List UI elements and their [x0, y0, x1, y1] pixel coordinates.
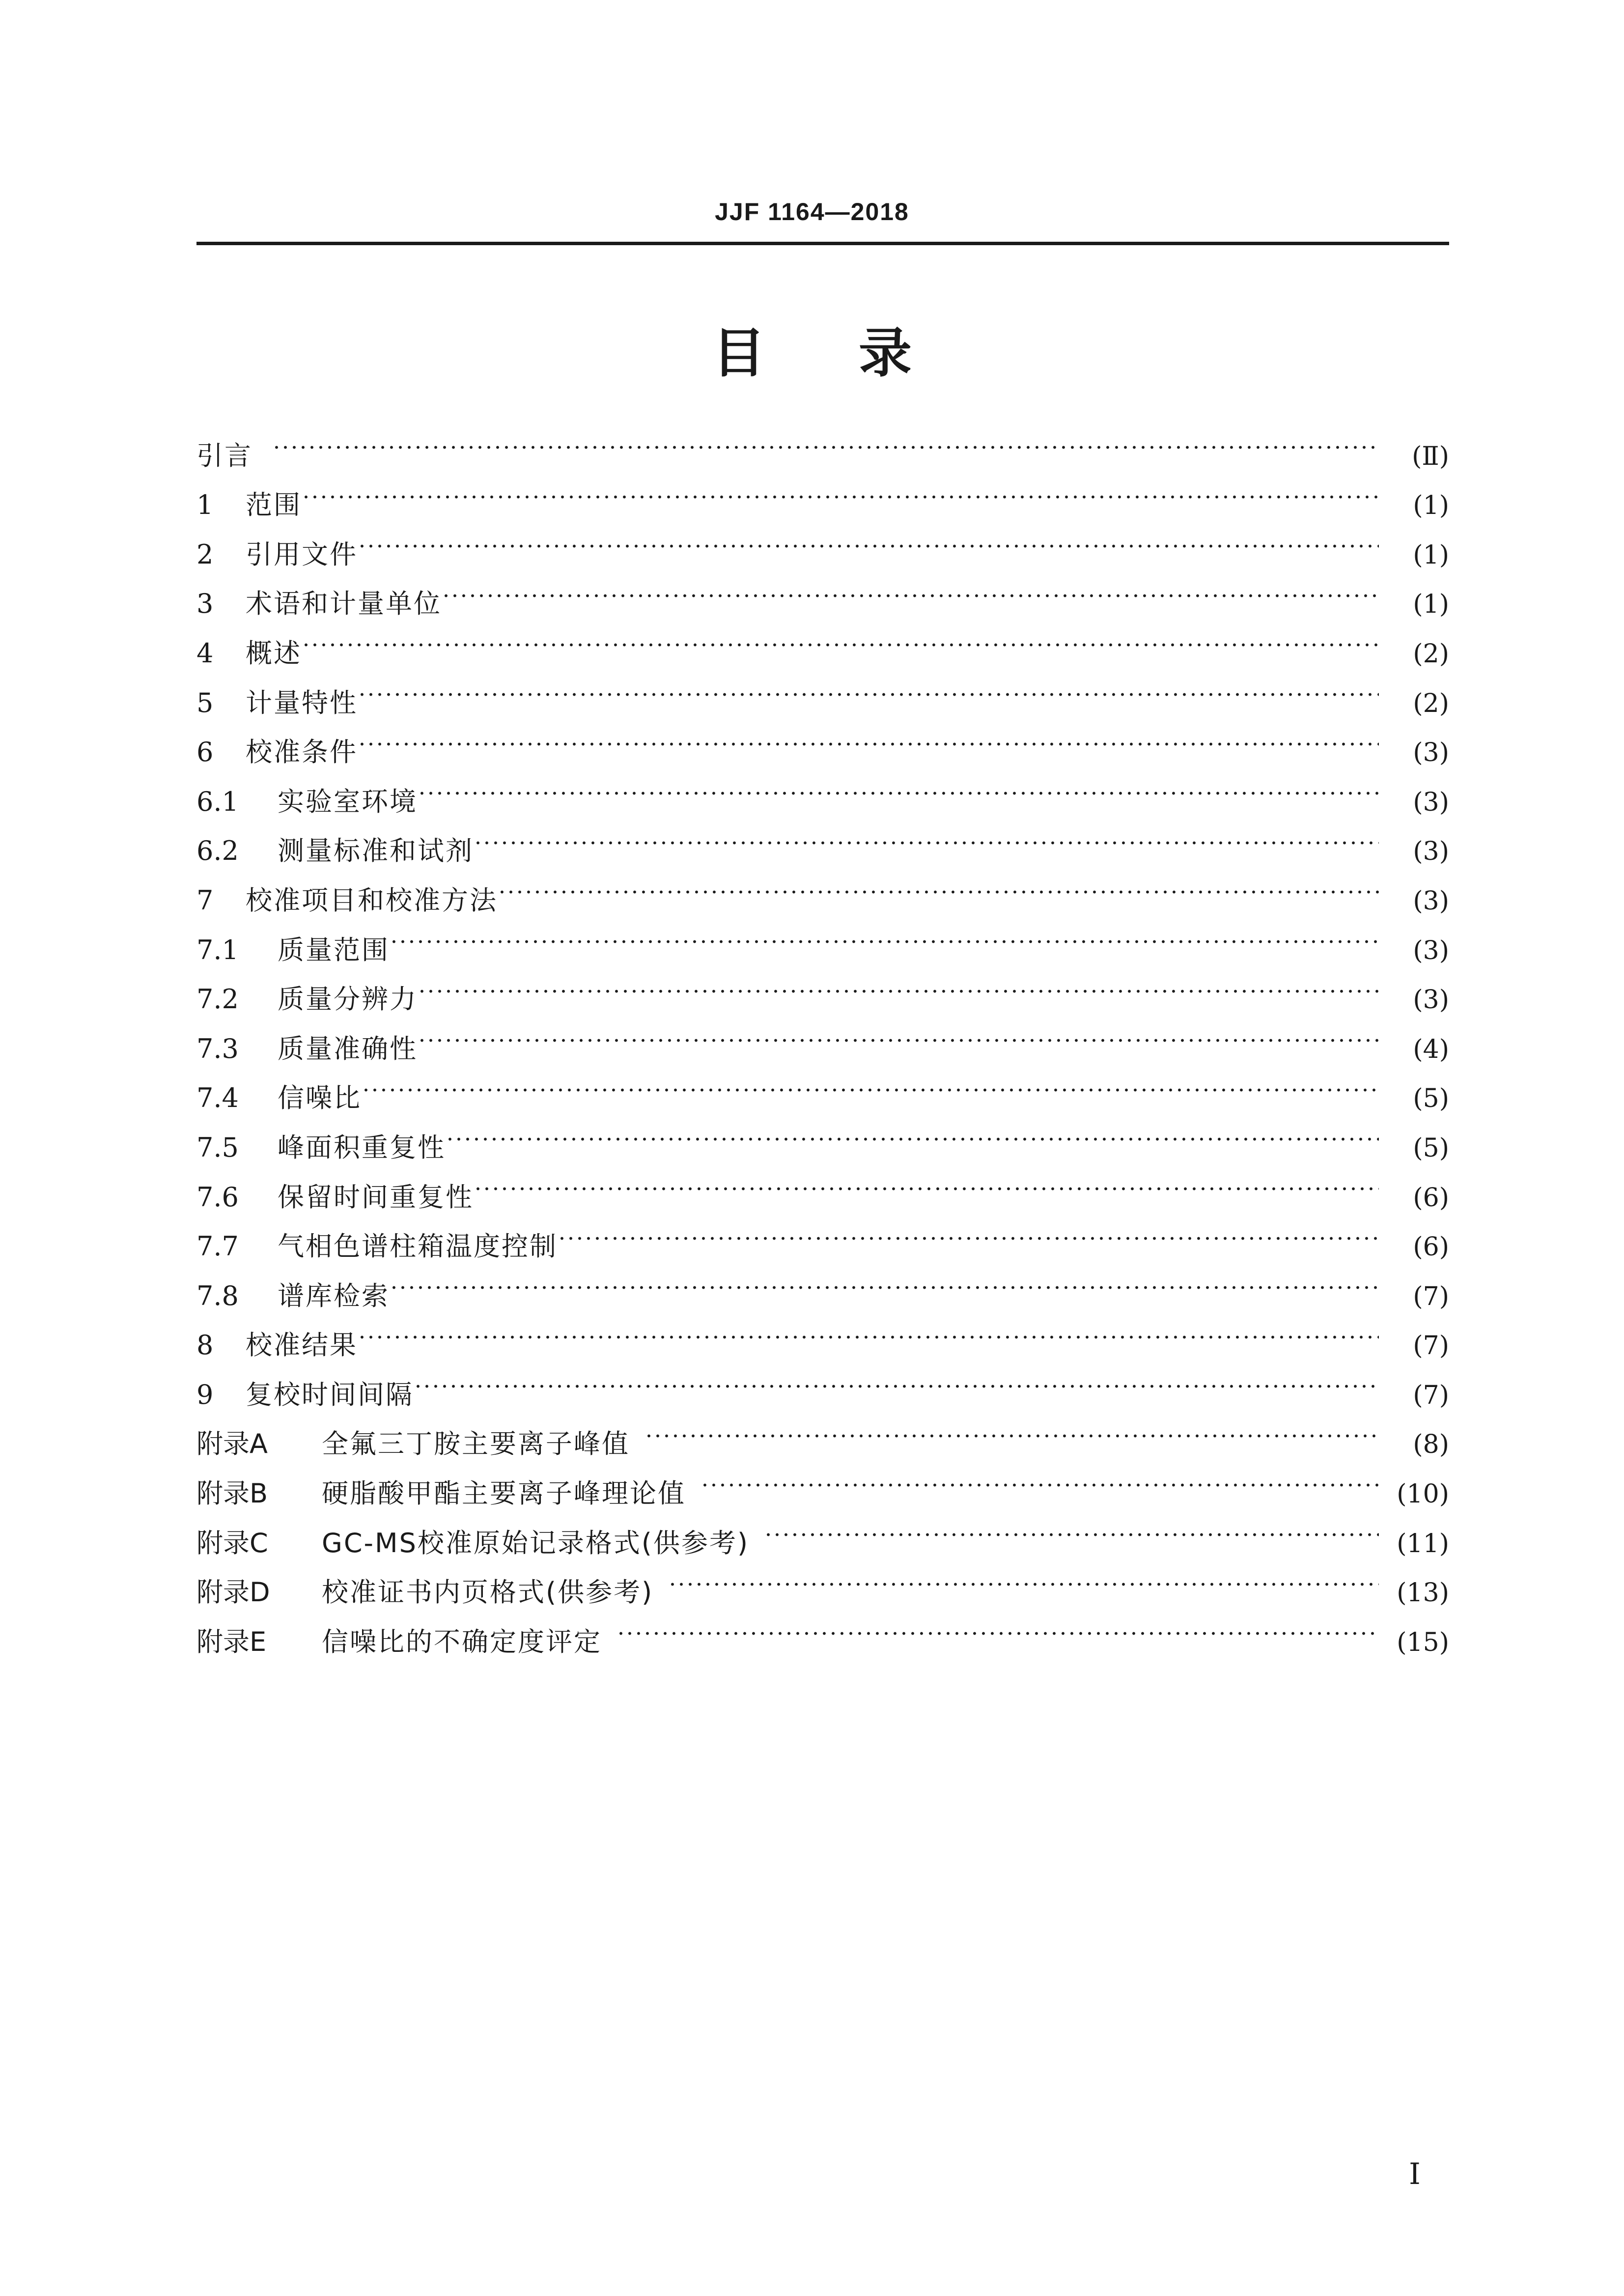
- toc-entry-page: (3): [1413, 738, 1449, 768]
- toc-entry-label: 质量准确性: [278, 1033, 418, 1064]
- dot-leader: [474, 811, 1383, 860]
- toc-entry-number: 7.1: [196, 934, 239, 965]
- toc-entry-page: (7): [1413, 1281, 1449, 1311]
- toc-entry-number: 附录D: [196, 1577, 270, 1608]
- dot-leader: [686, 1453, 1383, 1502]
- dot-leader: [749, 1502, 1383, 1552]
- toc-entry-number: 附录B: [196, 1478, 268, 1509]
- toc-entry-label: 硬脂酸甲酯主要离子峰理论值: [322, 1478, 686, 1509]
- dot-leader: [442, 564, 1383, 613]
- toc-entry-label: 术语和计量单位: [246, 588, 442, 620]
- toc-entry-label: 实验室环境: [278, 786, 418, 817]
- toc-entry-9[interactable]: [196, 1354, 1449, 1410]
- toc-entry-label: 校准项目和校准方法: [246, 884, 498, 916]
- toc-entry-page: (2): [1413, 688, 1449, 718]
- toc-entry-page: (13): [1397, 1578, 1449, 1608]
- dot-leader: [358, 1305, 1383, 1355]
- dot-leader: [498, 860, 1383, 909]
- toc-entry-label: 质量范围: [278, 934, 390, 965]
- toc-entry-8[interactable]: [196, 1305, 1449, 1361]
- toc-entry-7-4[interactable]: [196, 1058, 1449, 1114]
- dot-leader: [446, 1107, 1383, 1157]
- toc-entry-page: (3): [1413, 935, 1449, 965]
- toc-entry-label: 校准证书内页格式(供参考): [322, 1577, 654, 1608]
- toc-entry-number: 6.1: [196, 786, 239, 817]
- toc-entry-number: 4: [196, 637, 214, 669]
- toc-entry-number: 7.4: [196, 1082, 239, 1114]
- toc-entry-number: 7.3: [196, 1033, 239, 1064]
- toc-entry-page: (5): [1413, 1084, 1449, 1114]
- toc-entry-number: 5: [196, 687, 214, 718]
- dot-leader: [414, 1354, 1383, 1404]
- toc-entry-label: 峰面积重复性: [278, 1132, 446, 1163]
- toc-entry-page: (3): [1413, 837, 1449, 867]
- toc-entry-label: 校准结果: [246, 1330, 358, 1361]
- toc-entry-page: (6): [1413, 1232, 1449, 1262]
- toc-entry-number: 7: [196, 884, 214, 916]
- dot-leader: [302, 465, 1383, 514]
- toc-entry-6[interactable]: [196, 712, 1449, 768]
- dot-leader: [418, 1008, 1383, 1058]
- toc-entry-page: (6): [1413, 1183, 1449, 1213]
- toc-entry-page: (1): [1413, 590, 1449, 620]
- standard-code-header: JJF 1164—2018: [715, 198, 909, 226]
- toc-entry-label: 质量分辨力: [278, 984, 418, 1015]
- dot-leader: [362, 1058, 1383, 1107]
- dot-leader: [390, 1255, 1383, 1305]
- toc-entry-label: 概述: [246, 637, 302, 669]
- toc-entry-label: 气相色谱柱箱温度控制: [278, 1231, 558, 1262]
- toc-entry-number: 7.7: [196, 1231, 239, 1262]
- dot-leader: [390, 909, 1383, 959]
- dot-leader: [358, 712, 1383, 762]
- toc-entry-number: 6: [196, 737, 214, 768]
- page-number: I: [1409, 2157, 1421, 2191]
- toc-entry-page: (2): [1413, 639, 1449, 669]
- toc-entry-page: (11): [1397, 1529, 1449, 1559]
- toc-entry-5[interactable]: [196, 662, 1449, 718]
- toc-entry-label: 谱库检索: [278, 1280, 390, 1311]
- toc-entry-number: 7.5: [196, 1132, 239, 1163]
- toc-entry-page: (Ⅱ): [1412, 441, 1449, 471]
- toc-entry-number: 6.2: [196, 835, 239, 867]
- toc-entry-4[interactable]: [196, 613, 1449, 669]
- dot-leader: [630, 1404, 1383, 1453]
- toc-entry-page: (3): [1413, 985, 1449, 1015]
- toc-entry-number: 8: [196, 1330, 214, 1361]
- dot-leader: [474, 1157, 1383, 1206]
- toc-entry-page: (7): [1413, 1331, 1449, 1361]
- toc-entry-number: 附录E: [196, 1626, 267, 1657]
- dot-leader: [358, 514, 1383, 564]
- dot-leader: [418, 959, 1383, 1009]
- dot-leader: [602, 1601, 1383, 1651]
- toc-entry-label: 计量特性: [246, 687, 358, 718]
- toc-entry-page: (8): [1413, 1430, 1449, 1460]
- toc-entry-label: 校准条件: [246, 737, 358, 768]
- toc-entry-number: 附录A: [196, 1428, 268, 1460]
- toc-entry-page: (1): [1413, 491, 1449, 521]
- toc-entry-page: (10): [1397, 1479, 1449, 1509]
- toc-entry-label: 信噪比的不确定度评定: [322, 1626, 602, 1657]
- toc-entry-page: (7): [1413, 1380, 1449, 1410]
- toc-entry-page: (15): [1397, 1627, 1449, 1657]
- toc-entry-label: 测量标准和试剂: [278, 835, 474, 867]
- toc-entry-page: (4): [1413, 1034, 1449, 1064]
- toc-entry-1[interactable]: [196, 465, 1449, 521]
- dot-leader: [272, 415, 1383, 465]
- toc-entry-label: 全氟三丁胺主要离子峰值: [322, 1428, 630, 1460]
- toc-entry-page: (3): [1413, 886, 1449, 916]
- toc-entry-label: 引用文件: [246, 539, 358, 570]
- toc-entry-7-5[interactable]: [196, 1107, 1449, 1163]
- toc-entry-number: 1: [196, 489, 214, 521]
- toc-entry-page: (3): [1413, 787, 1449, 817]
- dot-leader: [302, 613, 1383, 662]
- toc-entry-6-1[interactable]: [196, 761, 1449, 817]
- dot-leader: [358, 662, 1383, 712]
- page-title: 目录: [712, 323, 1005, 384]
- toc-entry-number: 附录C: [196, 1527, 268, 1559]
- toc-entry-label: 信噪比: [278, 1082, 362, 1114]
- toc-entry-number: 2: [196, 539, 214, 570]
- toc-entry-3[interactable]: [196, 564, 1449, 620]
- table-of-contents: [196, 415, 1449, 1657]
- toc-entry-2[interactable]: [196, 514, 1449, 570]
- toc-entry-label: 引言: [196, 440, 252, 471]
- toc-entry-page: (5): [1413, 1133, 1449, 1163]
- header-rule: [196, 242, 1449, 245]
- toc-entry-page: (1): [1413, 540, 1449, 570]
- toc-entry-number: 7.6: [196, 1181, 239, 1213]
- toc-entry-label: GC-MS校准原始记录格式(供参考): [322, 1527, 750, 1559]
- toc-entry-label: 复校时间间隔: [246, 1379, 414, 1410]
- toc-entry-number: 7.8: [196, 1280, 239, 1311]
- toc-entry-number: 9: [196, 1379, 214, 1410]
- toc-entry-label: 保留时间重复性: [278, 1181, 474, 1213]
- dot-leader: [653, 1552, 1383, 1602]
- dot-leader: [558, 1206, 1383, 1256]
- toc-entry-number: 3: [196, 588, 214, 620]
- toc-entry-number: 7.2: [196, 984, 239, 1015]
- dot-leader: [418, 761, 1383, 811]
- toc-entry-label: 范围: [246, 489, 302, 521]
- toc-entry-intro[interactable]: [196, 415, 1449, 471]
